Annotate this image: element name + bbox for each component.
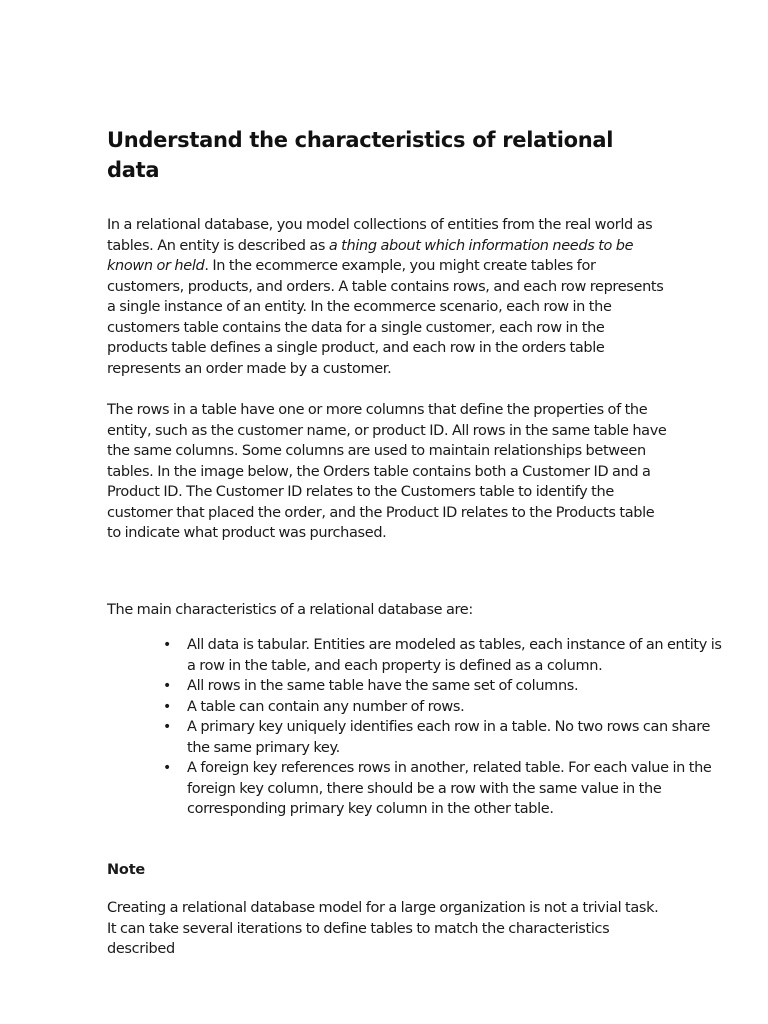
page-title: Understand the characteristics of relational data xyxy=(107,128,614,182)
columns-paragraph: The rows in a table have one or more columns that define the properties of the entity, such as the customer name, or product ID. All rows in the same table have the same columns. Some columns are used to maintain relationships between tables. In the image below, the Orders table contains both a Customer ID and a Product ID. The Customer ID relates to the Customers table to identify the customer that placed the order, and the Product ID relates to the Products table to indicate what product was purchased. xyxy=(107,402,667,541)
bullet-icon: • xyxy=(163,719,171,735)
characteristics-intro: The main characteristics of a relational database are: xyxy=(107,601,473,618)
bullet-icon: • xyxy=(163,637,171,653)
list-item xyxy=(163,697,727,718)
intro-text-start: In a relational database, you model collections of entities from the real world as tables. An entity is described as xyxy=(107,217,653,254)
intro-paragraph xyxy=(107,215,667,379)
list-item-text: A primary key uniquely identifies each row in a table. No two rows can share the same primary key. xyxy=(187,719,711,756)
bullet-icon: • xyxy=(163,678,171,694)
entity-definition-italic: a thing about which information needs to be known or held xyxy=(107,237,634,274)
list-item-text: All rows in the same table have the same set of columns. xyxy=(187,678,579,694)
bullet-icon: • xyxy=(163,760,171,776)
note-paragraph: Creating a relational database model for a large organization is not a trivial task. It can take several iterations to define tables to match the characteristics described xyxy=(107,900,659,957)
list-item xyxy=(163,635,727,676)
list-item xyxy=(163,717,727,758)
list-item-text: A foreign key references rows in another, related table. For each value in the foreign key column, there should be a row with the same value in the corresponding primary key column in the other table. xyxy=(187,760,712,817)
intro-text-end: . In the ecommerce example, you might create tables for customers, products, and orders. A table contains rows, and each row represents a single instance of an entity. In the ecommerce scenario, each row in the customers table contains the data for a single customer, each row in the products table defines a single product, and each row in the orders table represents an order made by a customer. xyxy=(107,258,664,377)
bullet-icon: • xyxy=(163,698,171,715)
characteristics-list xyxy=(107,635,727,820)
list-item xyxy=(163,758,727,820)
list-item xyxy=(163,676,727,697)
list-item-text: A table can contain any number of rows. xyxy=(187,698,465,715)
document-page xyxy=(107,125,722,960)
list-item-text: All data is tabular. Entities are modeled as tables, each instance of an entity is a row in the table, and each property is defined as a column. xyxy=(187,637,722,674)
note-heading: Note xyxy=(107,861,146,878)
